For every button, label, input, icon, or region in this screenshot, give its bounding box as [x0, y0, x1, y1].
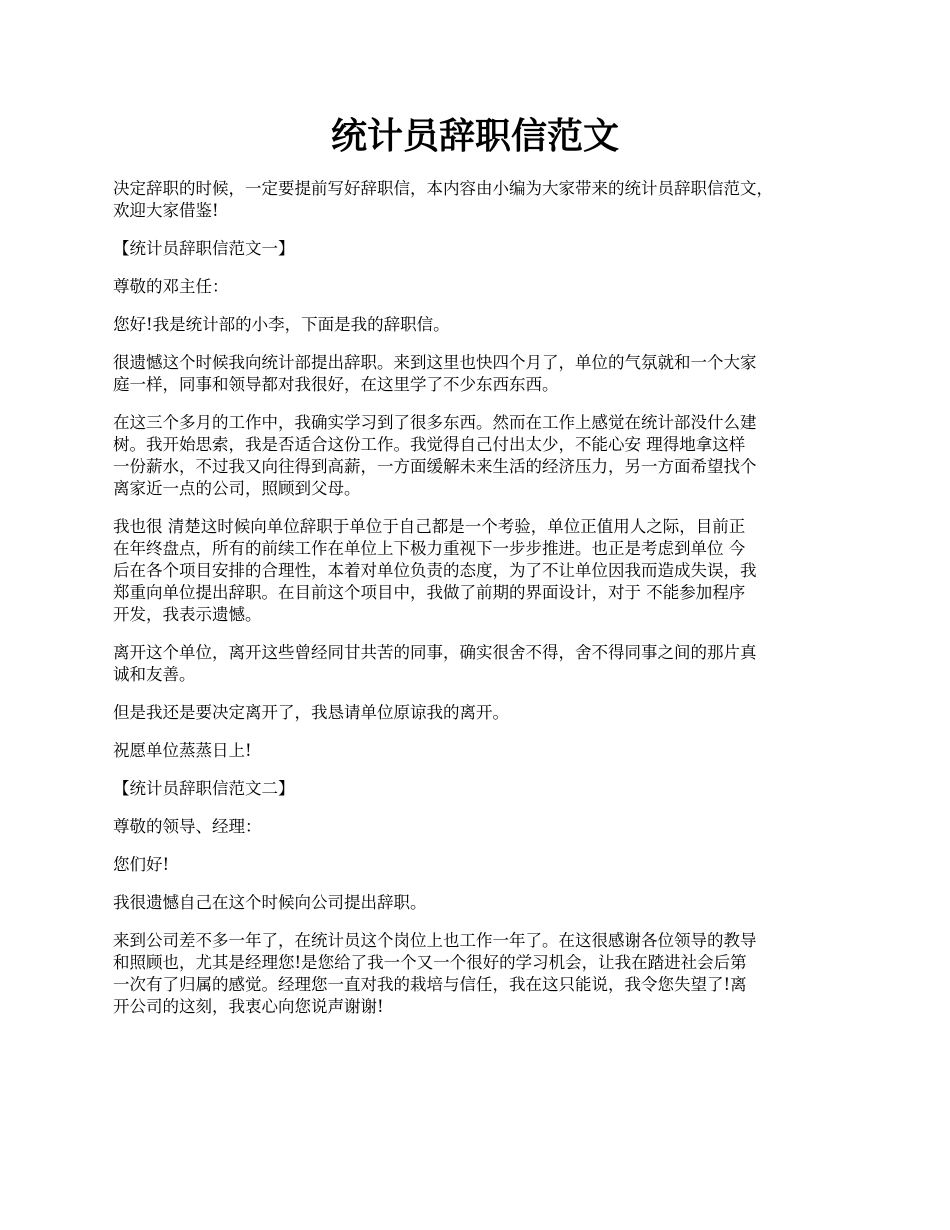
paragraph-line: 开发，我表示遗憾。	[113, 605, 262, 624]
paragraph-line: 开公司的这刻，我衷心向您说声谢谢!	[113, 997, 384, 1016]
paragraph-line: 【统计员辞职信范文二】	[113, 779, 295, 798]
paragraph-line: 但是我还是要决定离开了，我恳请单位原谅我的离开。	[113, 703, 509, 722]
paragraph-line: 欢迎大家借鉴!	[113, 201, 219, 220]
paragraph-line: 祝愿单位蒸蒸日上!	[113, 741, 252, 760]
paragraph-line: 后在各个项目安排的合理性，本着对单位负责的态度，为了不让单位因我而造成失误，我	[113, 561, 757, 580]
paragraph	[113, 352, 843, 396]
paragraph-line: 在这三个多月的工作中，我确实学习到了很多东西。然而在工作上感觉在统计部没什么建	[113, 413, 757, 432]
paragraph-line: 一份薪水，不过我又向往得到高薪，一方面缓解未来生活的经济压力，另一方面希望找个	[113, 457, 757, 476]
paragraph-line: 来到公司差不多一年了，在统计员这个岗位上也工作一年了。在这很感谢各位领导的教导	[113, 931, 757, 950]
paragraph-line: 郑重向单位提出辞职。在目前这个项目中，我做了前期的界面设计，对于 不能参加程序	[113, 583, 746, 602]
paragraph-line: 很遗憾这个时候我向统计部提出辞职。来到这里也快四个月了，单位的气氛就和一个大家	[113, 353, 757, 372]
paragraph-line: 我很遗憾自己在这个时候向公司提出辞职。	[113, 893, 427, 912]
paragraph	[113, 276, 843, 298]
paragraph	[113, 740, 843, 762]
paragraph	[113, 892, 843, 914]
paragraph-line: 庭一样，同事和领导都对我很好，在这里学了不少东西东西。	[113, 375, 559, 394]
paragraph-line: 和照顾也，尤其是经理您!是您给了我一个又一个很好的学习机会，让我在踏进社会后第	[113, 953, 747, 972]
paragraph	[113, 702, 843, 724]
paragraph	[113, 412, 843, 500]
paragraph-line: 一次有了归属的感觉。经理您一直对我的栽培与信任，我在这只能说，我令您失望了!离	[113, 975, 747, 994]
paragraph-line: 您们好!	[113, 855, 170, 874]
paragraph-line: 我也很 清楚这时候向单位辞职于单位于自己都是一个考验，单位正值用人之际，目前正	[113, 517, 746, 536]
document-title: 统计员辞职信范文	[330, 115, 619, 157]
paragraph-line: 离家近一点的公司，照顾到父母。	[113, 479, 361, 498]
paragraph	[113, 642, 843, 686]
paragraph	[113, 314, 843, 336]
paragraph	[113, 238, 843, 260]
paragraph	[113, 930, 843, 1018]
paragraph	[113, 178, 843, 222]
document-body	[113, 178, 843, 1034]
paragraph-line: 决定辞职的时候，一定要提前写好辞职信，本内容由小编为大家带来的统计员辞职信范文，	[113, 179, 773, 198]
paragraph-line: 【统计员辞职信范文一】	[113, 239, 295, 258]
paragraph	[113, 516, 843, 626]
paragraph-line: 尊敬的邓主任：	[113, 277, 229, 296]
paragraph	[113, 778, 843, 800]
paragraph-line: 您好!我是统计部的小李，下面是我的辞职信。	[113, 315, 450, 334]
paragraph-line: 树。我开始思索，我是否适合这份工作。我觉得自己付出太少，不能心安 理得地拿这样	[113, 435, 746, 454]
paragraph-line: 在年终盘点，所有的前续工作在单位上下极力重视下一步步推进。也正是考虑到单位 今	[113, 539, 746, 558]
paragraph-line: 尊敬的领导、经理：	[113, 817, 262, 836]
paragraph	[113, 854, 843, 876]
paragraph	[113, 816, 843, 838]
paragraph-line: 离开这个单位，离开这些曾经同甘共苦的同事，确实很舍不得，舍不得同事之间的那片真	[113, 643, 757, 662]
paragraph-line: 诚和友善。	[113, 665, 196, 684]
